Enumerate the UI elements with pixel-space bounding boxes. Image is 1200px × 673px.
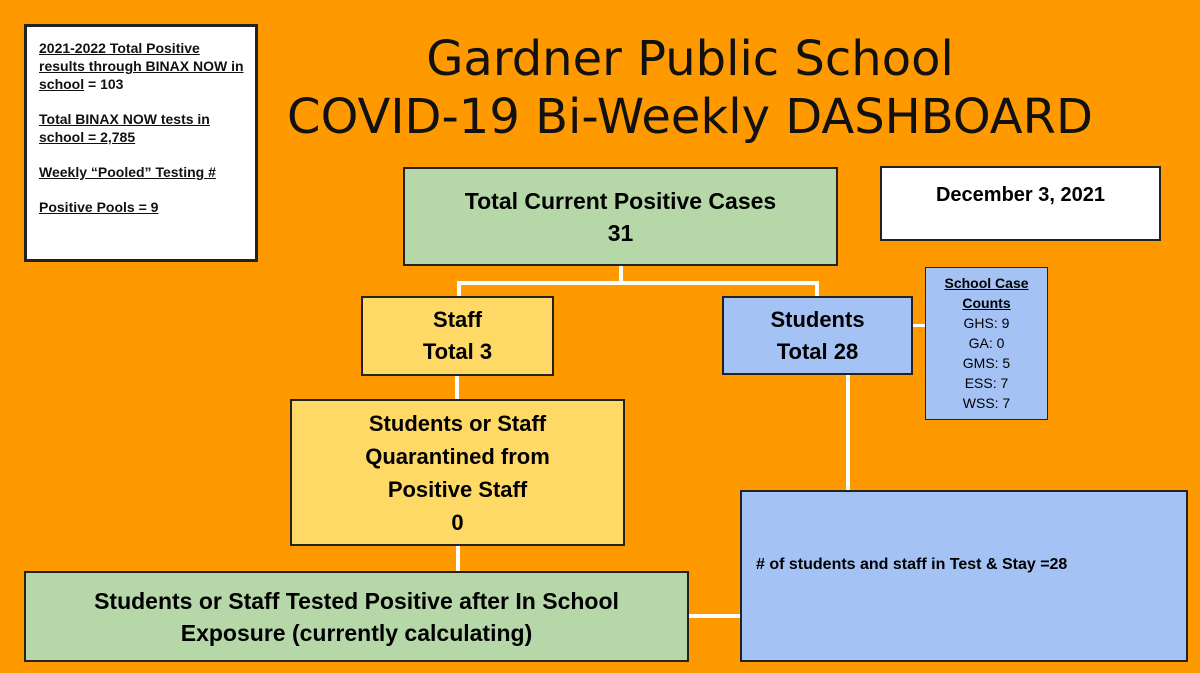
- pooled-stat: [39, 163, 245, 181]
- total-cases-box: [403, 167, 838, 266]
- binax-positive-stat: [39, 39, 245, 93]
- total-cases-value: 31: [607, 219, 634, 246]
- positive-pools-stat: [39, 198, 245, 216]
- school-count-item: WSS: 7: [962, 395, 1011, 411]
- connector-to-students: [815, 281, 819, 297]
- date-label: December 3, 2021: [935, 184, 1105, 206]
- students-box: [722, 296, 913, 375]
- connector-students-to-test: [846, 375, 850, 491]
- title-line-1: Gardner Public School: [426, 31, 954, 87]
- pooled-label: Weekly “Pooled” Testing #: [39, 164, 216, 180]
- connector-horizontal-top: [457, 281, 819, 285]
- exposure-line-2: Exposure (currently calculating): [180, 619, 533, 646]
- quarantined-line-1: Students or Staff: [368, 410, 547, 436]
- positive-pools-label: Positive Pools = 9: [39, 199, 159, 215]
- school-count-item: ESS: 7: [964, 375, 1009, 391]
- quarantined-line-2: Quarantined from: [365, 443, 550, 469]
- binax-tests-label: Total BINAX NOW tests in school = 2,785: [39, 111, 210, 145]
- quarantined-value: 0: [451, 509, 464, 535]
- staff-label: Staff: [433, 307, 482, 332]
- school-counts-header-1: School Case: [944, 275, 1029, 291]
- connector-staff-to-quarantine: [455, 376, 459, 400]
- school-count-item: GHS: 9: [963, 315, 1010, 331]
- staff-total: Total 3: [422, 339, 493, 364]
- connector-exposure-to-test: [689, 614, 741, 618]
- school-case-counts-box: [925, 267, 1048, 420]
- binax-positive-label: 2021-2022 Total Positive results through BINAX NOW in school: [39, 40, 244, 92]
- quarantined-line-3: Positive Staff: [387, 476, 528, 502]
- quarantined-box: [290, 399, 625, 546]
- stats-panel: [24, 24, 258, 262]
- connector-quarantine-to-exposure: [456, 546, 460, 572]
- staff-box: [361, 296, 554, 376]
- school-count-item: GA: 0: [968, 335, 1005, 351]
- total-cases-label: Total Current Positive Cases: [464, 187, 777, 214]
- exposure-box: [24, 571, 689, 662]
- school-counts-header-2: Counts: [962, 295, 1011, 311]
- date-box: [880, 166, 1161, 241]
- students-label: Students: [770, 306, 865, 332]
- test-and-stay-box: [740, 490, 1188, 662]
- test-and-stay-label: # of students and staff in Test & Stay =28: [756, 556, 1068, 573]
- exposure-line-1: Students or Staff Tested Positive after In School: [94, 587, 619, 614]
- binax-tests-stat: [39, 110, 245, 146]
- connector-to-staff: [457, 281, 461, 297]
- title-line-2: COVID-19 Bi-Weekly DASHBOARD: [287, 89, 1093, 145]
- students-total: Total 28: [776, 338, 859, 364]
- binax-positive-value: = 103: [84, 76, 124, 92]
- school-count-item: GMS: 5: [962, 355, 1011, 371]
- page-title: [240, 30, 1140, 146]
